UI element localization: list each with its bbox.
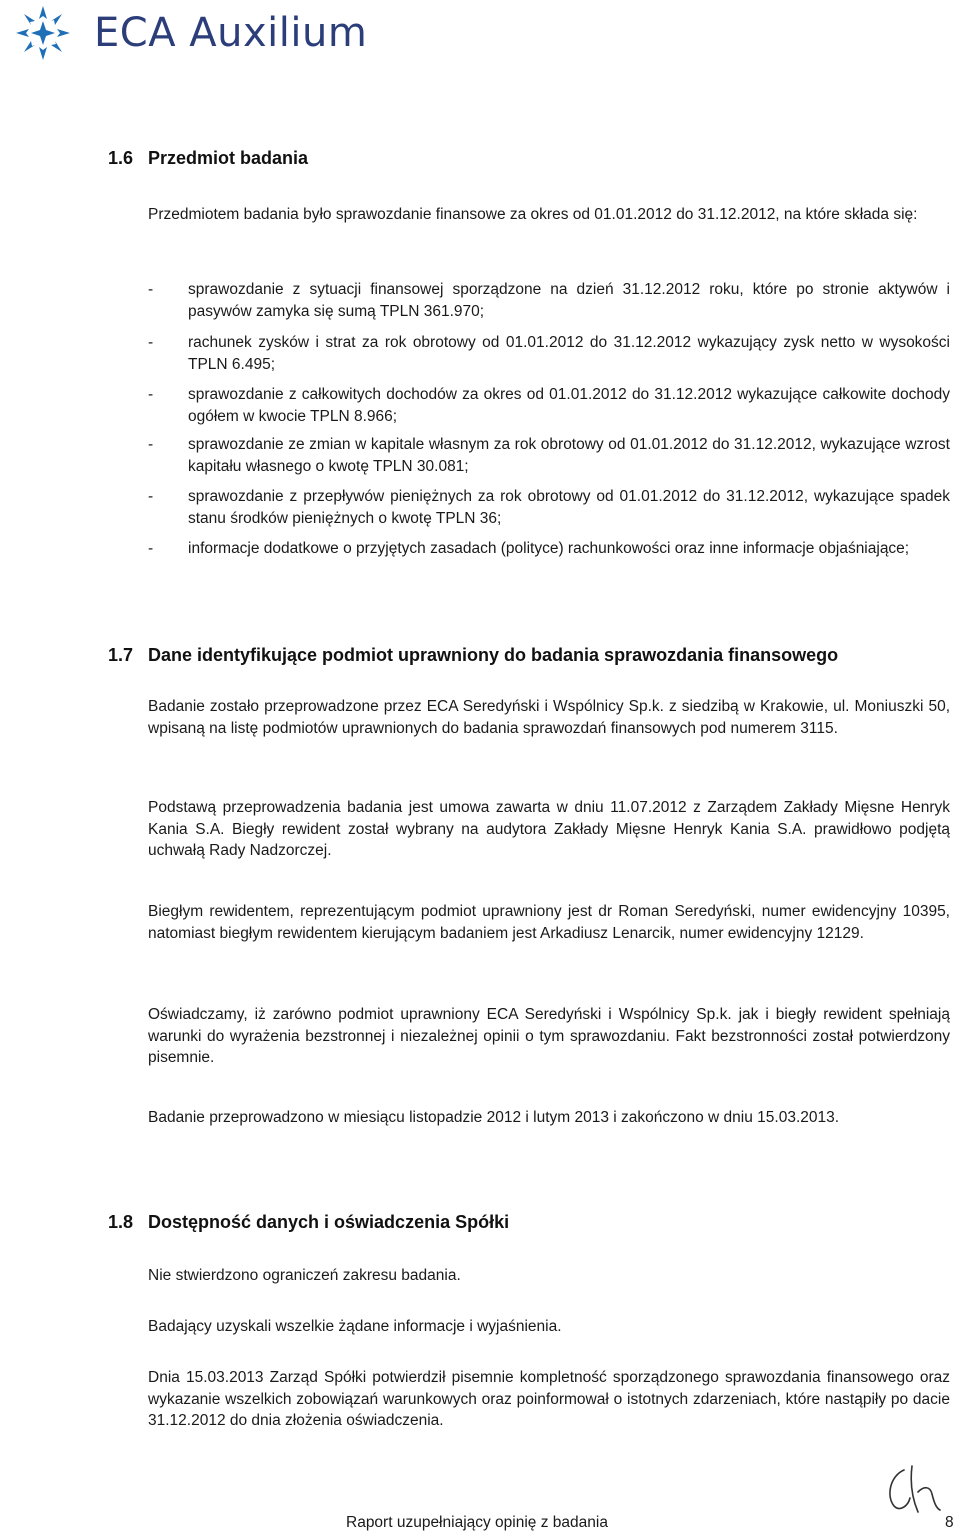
company-logo bbox=[14, 4, 367, 62]
section-title: Dostępność danych i oświadczenia Spółki bbox=[148, 1212, 510, 1232]
star-burst-icon bbox=[14, 4, 72, 62]
signature-initials bbox=[882, 1462, 942, 1520]
paragraph: Nie stwierdzono ograniczeń zakresu badania. bbox=[148, 1267, 461, 1284]
paragraph: Podstawą przeprowadzenia badania jest umowa zawarta w dniu 11.07.2012 z Zarządem Zakłady Mięsne Henryk Kania S.A. Biegły rewident został wybrany na audytora Zakłady Mięsne Henryk Kania S.A. prawidłowo podjętą uchwałą Rady Nadzorczej. bbox=[148, 799, 950, 859]
bullet-dash: - bbox=[148, 488, 154, 505]
paragraph: Dnia 15.03.2013 Zarząd Spółki potwierdził pisemnie kompletność sporządzonego sprawozdania finansowego oraz wykazanie wszelkich zobowiązań warunkowych oraz poinformował o istotnych zdarzeniach, które nastąpiły po dacie 31.12.2012 do dnia złożenia oświadczenia. bbox=[148, 1369, 950, 1429]
paragraph: Badający uzyskali wszelkie żądane informacje i wyjaśnienia. bbox=[148, 1318, 562, 1335]
section-number: 1.6 bbox=[108, 148, 134, 168]
section-intro: Przedmiotem badania było sprawozdanie finansowe za okres od 01.01.2012 do 31.12.2012, na które składa się: bbox=[148, 206, 918, 223]
section-number: 1.7 bbox=[108, 645, 134, 665]
section-title: Dane identyfikujące podmiot uprawniony do badania sprawozdania finansowego bbox=[148, 645, 839, 665]
page-number: 8 bbox=[945, 1514, 954, 1531]
bullet-dash: - bbox=[148, 334, 154, 351]
bullet-dash: - bbox=[148, 540, 154, 557]
footer-text: Raport uzupełniający opinię z badania bbox=[346, 1514, 608, 1531]
paragraph: Oświadczamy, iż zarówno podmiot uprawniony ECA Seredyński i Wspólnicy Sp.k. jak i biegły rewident spełniają warunki do wyrażenia bezstronnej i niezależnej opinii o tym sprawozdaniu. Fakt bezstronności został potwierdzony pisemnie. bbox=[148, 1006, 950, 1066]
section-title: Przedmiot badania bbox=[148, 148, 309, 168]
paragraph: Biegłym rewidentem, reprezentującym podmiot uprawniony jest dr Roman Seredyński, numer ewidencyjny 10395, natomiast biegłym rewidentem kierującym badaniem jest Arkadiusz Lenarcik, numer ewidencyjny 12129. bbox=[148, 903, 950, 942]
paragraph: Badanie zostało przeprowadzone przez ECA Seredyński i Wspólnicy Sp.k. z siedzibą w Krakowie, ul. Moniuszki 50, wpisaną na listę podmiotów uprawnionych do badania sprawozdań finansowych pod numerem 3115. bbox=[148, 698, 950, 737]
logo-text: ECA Auxilium bbox=[94, 10, 368, 56]
section-number: 1.8 bbox=[108, 1212, 134, 1232]
bullet-dash: - bbox=[148, 436, 154, 453]
bullet-dash: - bbox=[148, 281, 154, 298]
paragraph: Badanie przeprowadzono w miesiącu listopadzie 2012 i lutym 2013 i zakończono w dniu 15.03.2013. bbox=[148, 1109, 840, 1126]
bullet-dash: - bbox=[148, 386, 154, 403]
